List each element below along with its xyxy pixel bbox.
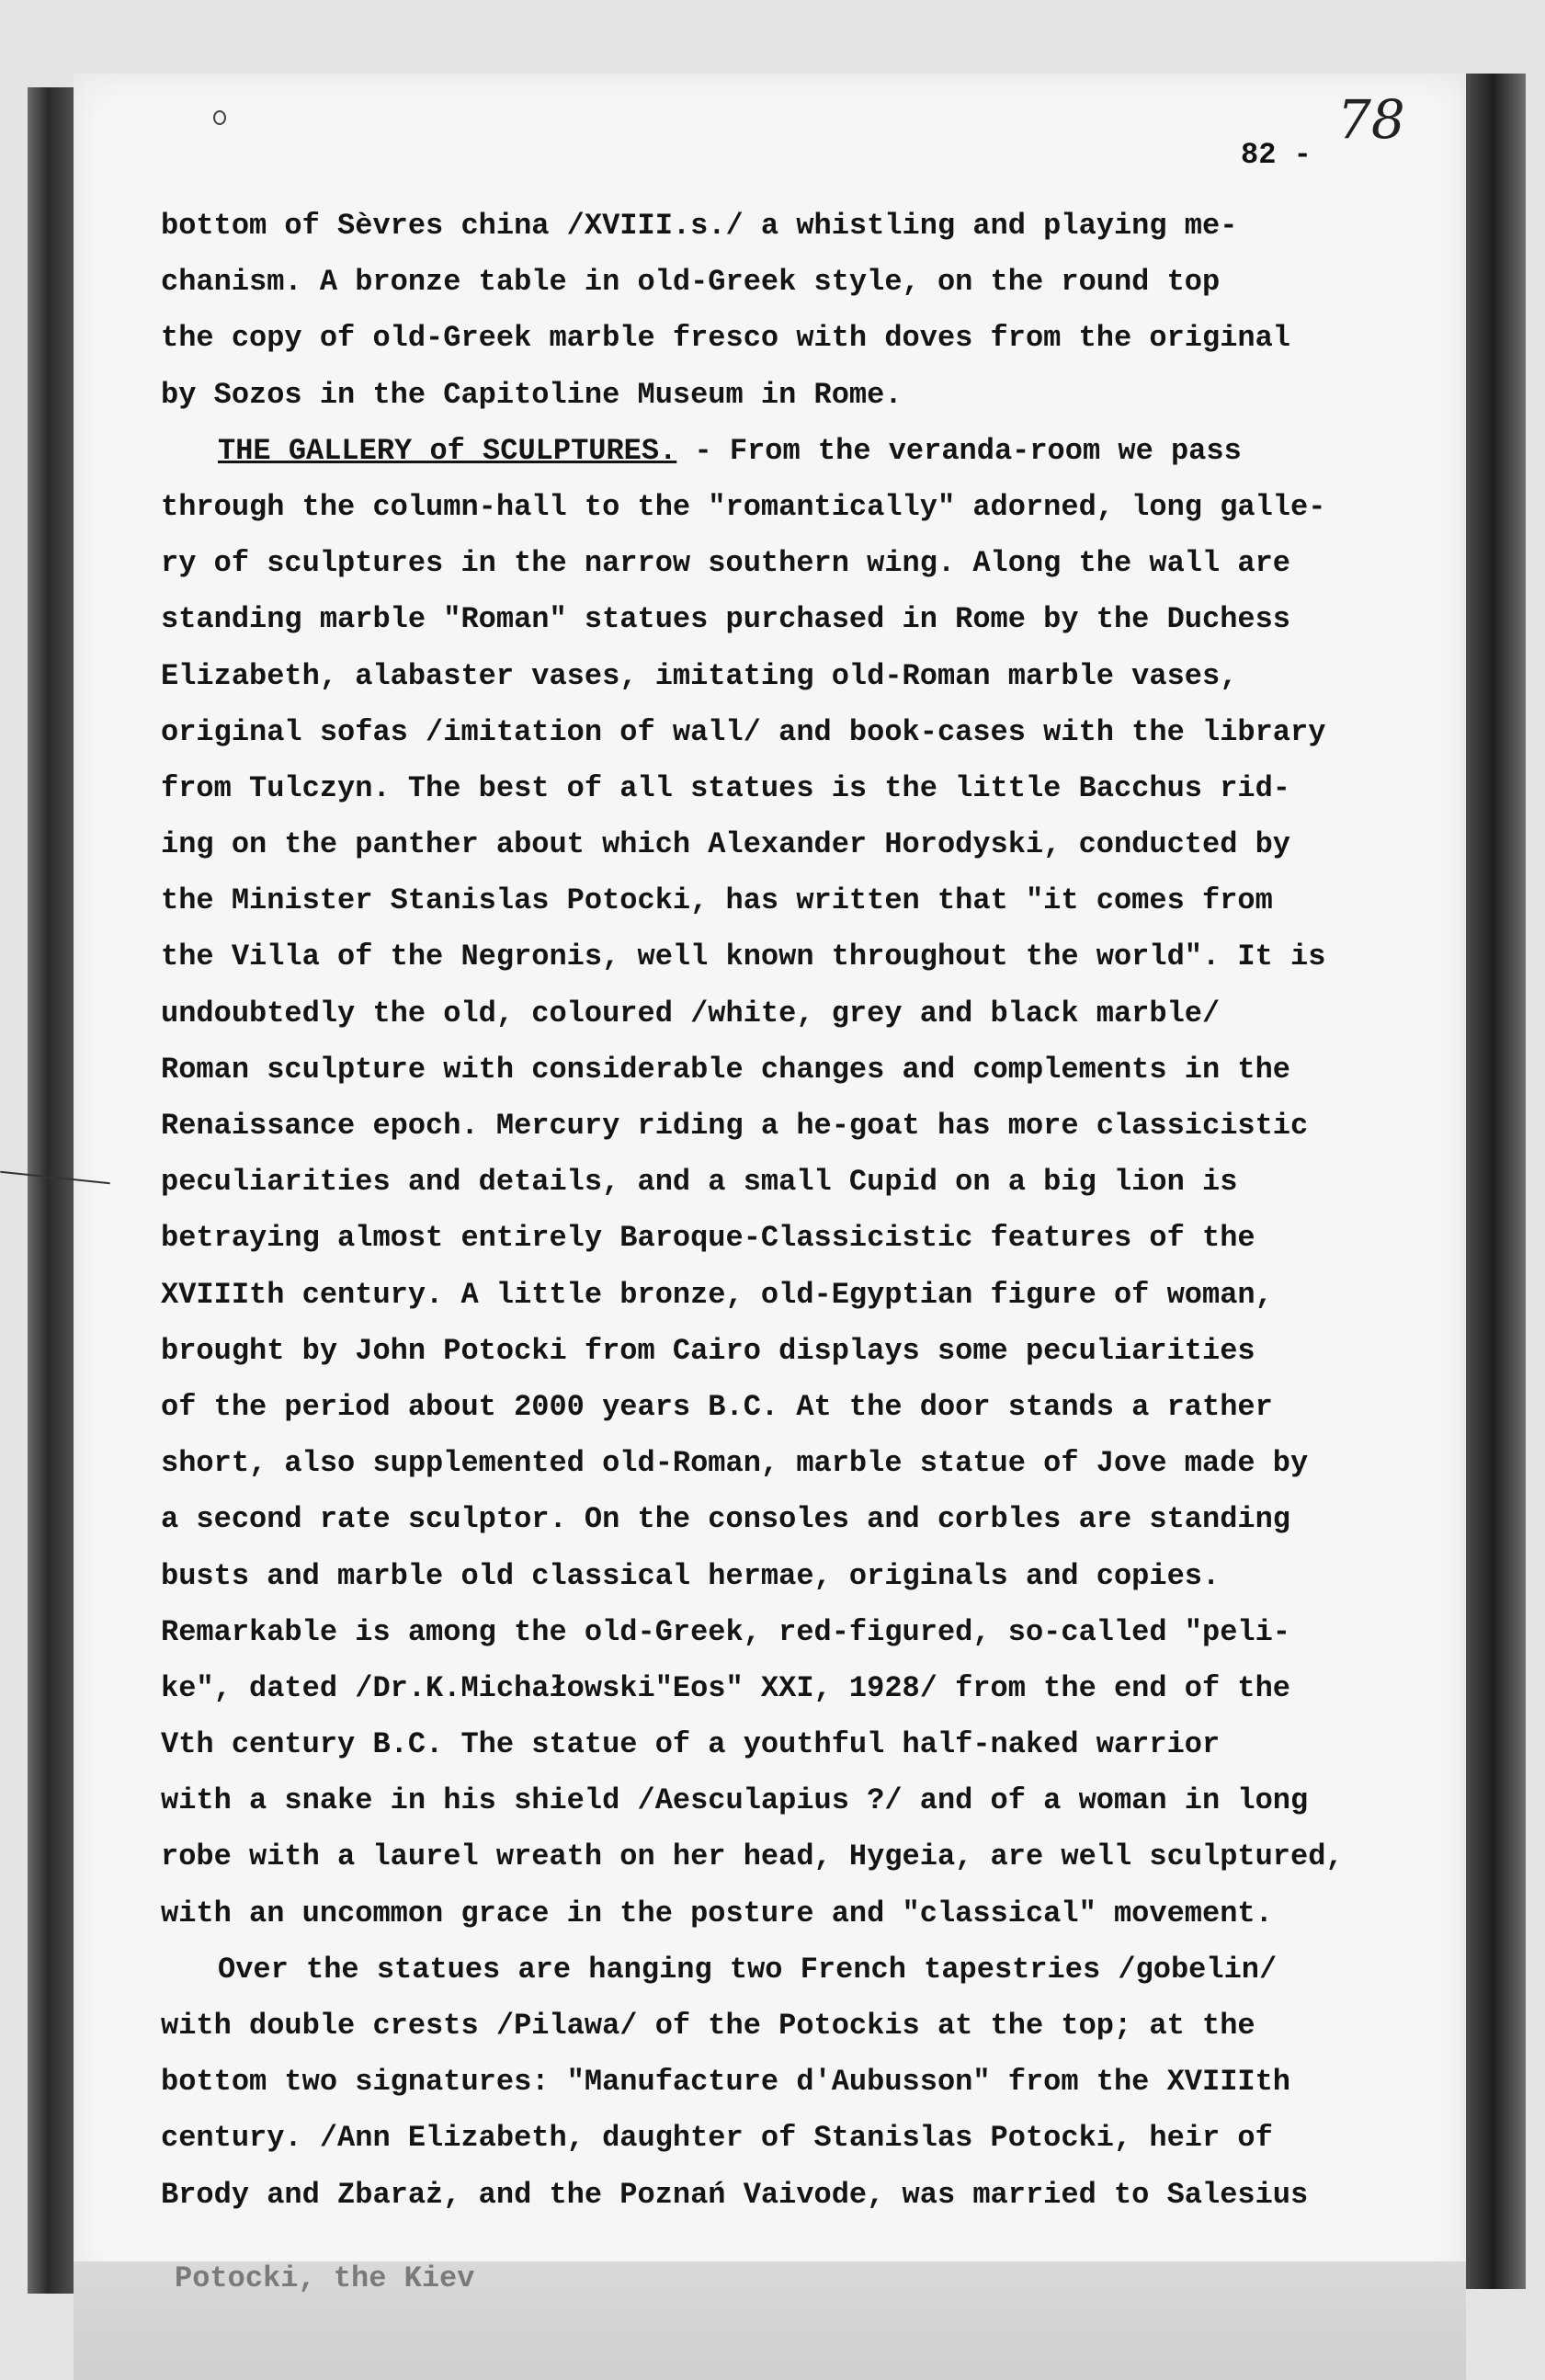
text-line	[161, 1716, 1475, 1772]
text-line	[161, 704, 1475, 760]
text-line	[161, 367, 1475, 423]
line-text: betraying almost entirely Baroque-Classicistic features of the	[161, 1221, 1255, 1256]
text-line	[161, 1323, 1475, 1379]
text-line	[161, 1660, 1475, 1716]
text-line	[161, 1379, 1475, 1435]
line-text: by Sozos in the Capitoline Museum in Rome.	[161, 377, 903, 412]
faded-continuation-line: Potocki, the Kiev	[175, 2261, 475, 2295]
line-text: chanism. A bronze table in old-Greek style, on the round top	[161, 265, 1221, 300]
text-line	[161, 1210, 1475, 1266]
text-line	[161, 591, 1475, 647]
line-text: - From the veranda-room we pass	[676, 433, 1242, 468]
line-text: peculiarities and details, and a small Cupid on a big lion is	[161, 1165, 1238, 1200]
text-line	[161, 872, 1475, 928]
section-heading: THE GALLERY of SCULPTURES.	[218, 433, 677, 468]
line-text: century. /Ann Elizabeth, daughter of Stanislas Potocki, heir of	[161, 2121, 1273, 2156]
text-line	[161, 760, 1475, 816]
line-text: with a snake in his shield /Aesculapius ?/ and of a woman in long	[161, 1783, 1309, 1818]
text-line	[161, 1604, 1475, 1660]
text-line	[161, 2110, 1475, 2166]
line-text: original sofas /imitation of wall/ and book-cases with the library	[161, 714, 1326, 749]
handwritten-page-number: 78	[1337, 88, 1405, 151]
line-text: Over the statues are hanging two French tapestries /gobelin/	[218, 1952, 1278, 1987]
line-text: bottom of Sèvres china /XVIII.s./ a whistling and playing me-	[161, 209, 1238, 243]
text-line	[161, 310, 1475, 366]
line-text: Elizabeth, alabaster vases, imitating old-Roman marble vases,	[161, 658, 1238, 693]
line-text: Brody and Zbaraż, and the Poznań Vaivode, was married to Salesius	[161, 2177, 1309, 2212]
line-text: brought by John Potocki from Cairo displays some peculiarities	[161, 1333, 1255, 1368]
line-text: robe with a laurel wreath on her head, Hygeia, are well sculptured,	[161, 1839, 1344, 1874]
line-text: undoubtedly the old, coloured /white, grey and black marble/	[161, 996, 1221, 1031]
text-line	[161, 985, 1475, 1042]
text-line	[161, 2054, 1475, 2110]
line-text: bottom two signatures: "Manufacture d'Aubusson" from the XVIIIth	[161, 2065, 1290, 2100]
line-text: the copy of old-Greek marble fresco with doves from the original	[161, 321, 1290, 356]
line-text: with an uncommon grace in the posture and "classical" movement.	[161, 1896, 1273, 1930]
film-border-left	[28, 87, 78, 2294]
line-text: through the column-hall to the "romantically" adorned, long galle-	[161, 489, 1326, 524]
typed-page-number: 82 -	[1241, 138, 1312, 172]
text-line	[161, 1098, 1475, 1154]
text-line	[161, 648, 1475, 704]
text-line	[161, 1435, 1475, 1491]
text-line	[161, 1267, 1475, 1323]
text-line	[161, 423, 1475, 479]
line-text: standing marble "Roman" statues purchased in Rome by the Duchess	[161, 602, 1290, 637]
line-text: the Villa of the Negronis, well known throughout the world". It is	[161, 939, 1326, 974]
line-text: Remarkable is among the old-Greek, red-figured, so-called "peli-	[161, 1614, 1290, 1649]
text-line	[161, 1885, 1475, 1942]
typescript-body	[161, 198, 1475, 2223]
line-text: from Tulczyn. The best of all statues is the little Bacchus rid-	[161, 770, 1290, 805]
text-line	[161, 1154, 1475, 1210]
line-text: Renaissance epoch. Mercury riding a he-goat has more classicistic	[161, 1109, 1309, 1143]
line-text: of the period about 2000 years B.C. At the door stands a rather	[161, 1389, 1273, 1424]
line-text: busts and marble old classical hermae, originals and copies.	[161, 1558, 1221, 1593]
punch-hole-mark	[213, 110, 226, 125]
line-text: a second rate sculptor. On the consoles and corbles are standing	[161, 1502, 1290, 1537]
text-line	[161, 479, 1475, 535]
text-line	[161, 2167, 1475, 2223]
text-line	[161, 928, 1475, 985]
text-line	[161, 254, 1475, 310]
text-line	[161, 535, 1475, 591]
line-text: ke", dated /Dr.K.Michałowski"Eos" XXI, 1928/ from the end of the	[161, 1670, 1290, 1705]
line-text: XVIIIth century. A little bronze, old-Egyptian figure of woman,	[161, 1277, 1273, 1312]
line-text: short, also supplemented old-Roman, marble statue of Jove made by	[161, 1446, 1309, 1481]
line-text: with double crests /Pilawa/ of the Potockis at the top; at the	[161, 2009, 1255, 2043]
text-line	[161, 1828, 1475, 1885]
text-line	[161, 1491, 1475, 1547]
text-line	[161, 816, 1475, 872]
text-line	[161, 1548, 1475, 1604]
text-line	[161, 1998, 1475, 2054]
line-text: ing on the panther about which Alexander Horodyski, conducted by	[161, 827, 1290, 862]
text-line	[161, 198, 1475, 254]
line-text: the Minister Stanislas Potocki, has written that "it comes from	[161, 883, 1273, 918]
line-text: Vth century B.C. The statue of a youthful half-naked warrior	[161, 1727, 1221, 1762]
text-line	[161, 1942, 1475, 1998]
text-line	[161, 1772, 1475, 1828]
line-text: Roman sculpture with considerable changes and complements in the	[161, 1052, 1290, 1087]
line-text: ry of sculptures in the narrow southern wing. Along the wall are	[161, 546, 1290, 581]
text-line	[161, 1042, 1475, 1098]
